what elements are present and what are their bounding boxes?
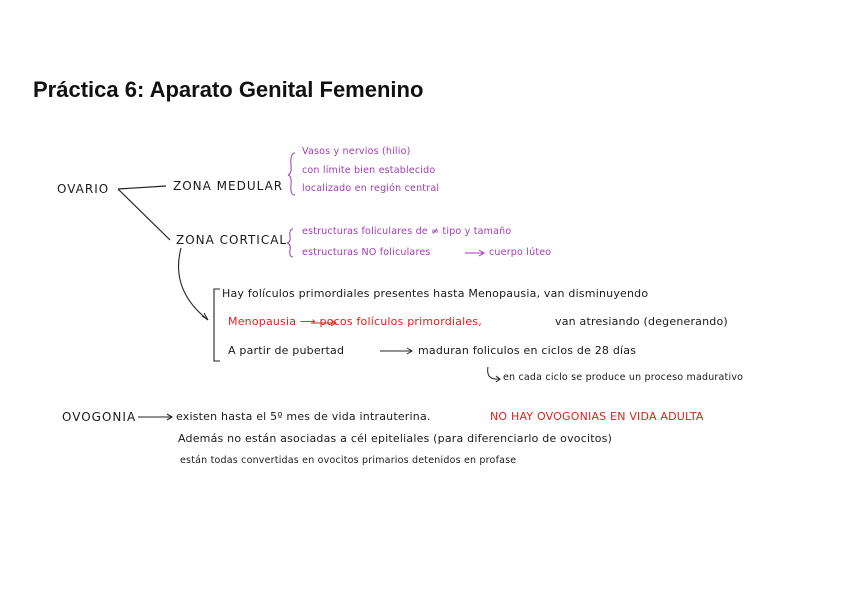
label-zona-medular: ZONA MEDULAR <box>173 179 284 193</box>
ovogonia-line-2: Además no están asociadas a cél epiteliales (para diferenciarlo de ovocitos) <box>178 432 613 445</box>
medular-item: con límite bien establecido <box>302 165 436 176</box>
page-title: Práctica 6: Aparato Genital Femenino <box>33 77 424 102</box>
brace-medular <box>288 153 295 195</box>
ovogonia-line-1: existen hasta el 5º mes de vida intrauterina. <box>176 410 431 423</box>
brace-cortical <box>287 229 293 257</box>
note-line-4: en cada ciclo se produce un proceso madurativo <box>503 372 744 383</box>
medular-item: localizado en región central <box>302 183 440 194</box>
arrow-pubertad <box>380 348 412 354</box>
ovogonia-line-3: están todas convertidas en ovocitos primarios detenidos en profase <box>180 455 517 466</box>
curve-cortical-notes <box>179 248 208 320</box>
note-line-2-red: Menopausia ⟶ pocos folículos primordiales, <box>228 315 482 328</box>
label-ovogonia: OVOGONIA <box>62 410 137 424</box>
note-line-3b: maduran foliculos en ciclos de 28 días <box>418 344 637 357</box>
hook-arrow <box>488 367 500 382</box>
label-ovario: OVARIO <box>57 182 110 196</box>
note-line-2-black: van atresiando (degenerando) <box>555 315 728 328</box>
ovogonia-line-1-red: NO HAY OVOGONIAS EN VIDA ADULTA <box>490 410 704 423</box>
cortical-item: estructuras foliculares de ≠ tipo y tamaño <box>302 226 512 237</box>
arrow-cuerpo-luteo <box>465 250 484 256</box>
note-line-1: Hay folículos primordiales presentes hasta Menopausia, van disminuyendo <box>222 287 649 300</box>
label-zona-cortical: ZONA CORTICAL <box>176 233 288 247</box>
bracket-notes <box>214 289 220 361</box>
note-line-3a: A partir de pubertad <box>228 344 345 357</box>
branch-line-cortical <box>118 189 170 240</box>
medular-item: Vasos y nervios (hilio) <box>302 146 411 157</box>
arrow-ovogonia <box>138 414 172 420</box>
cortical-item: cuerpo lúteo <box>489 247 552 258</box>
branch-line-medular <box>118 186 166 189</box>
cortical-item: estructuras NO foliculares <box>302 247 431 258</box>
